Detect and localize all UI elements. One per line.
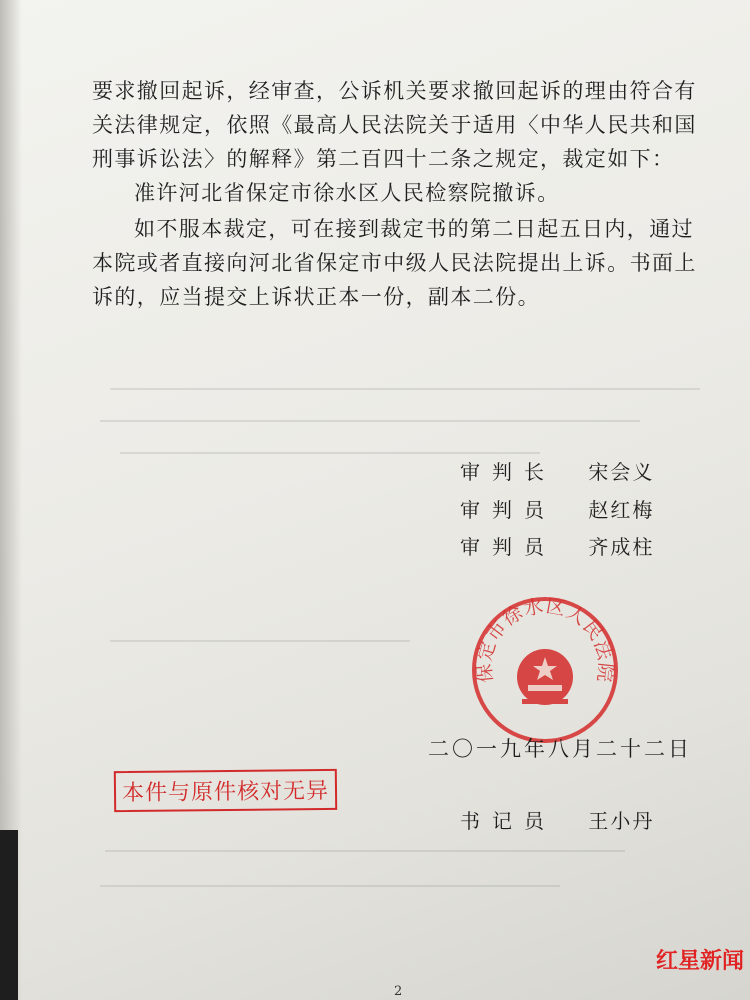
bleed-through-line: [100, 420, 640, 422]
signature-row-clerk: [460, 805, 654, 834]
ruling-paragraph-decision: 准许河北省保定市徐水区人民检察院撤诉。: [134, 181, 560, 205]
signature-role: 审判员: [460, 498, 556, 522]
signature-row-presiding-judge: [460, 456, 654, 485]
bleed-through-line: [100, 885, 560, 887]
ruling-paragraph-basis: 要求撤回起诉，经审查，公诉机关要求撤回起诉的理由符合有关法律规定，依照《最高人民法院关于适用〈中华人民共和国刑事诉讼法〉的解释》第二百四十二条之规定，裁定如下：: [92, 79, 697, 171]
court-seal: [470, 595, 620, 745]
signature-name: 赵红梅: [588, 498, 655, 522]
signature-role: 审判长: [460, 460, 556, 484]
signature-role: 审判员: [460, 535, 556, 559]
national-emblem-icon: [517, 649, 573, 705]
ruling-paragraph-appeal: 如不服本裁定，可在接到裁定书的第二日起五日内，通过本院或者直接向河北省保定市中级人民法院提出上诉。书面上诉的，应当提交上诉状正本一份，副本二份。: [92, 217, 697, 309]
bleed-through-line: [105, 850, 625, 852]
signature-name: 王小丹: [588, 809, 655, 833]
bleed-through-line: [110, 640, 410, 642]
watermark-logo: 红星新闻: [656, 948, 745, 974]
page-edge-dark: [0, 830, 18, 1000]
signature-name: 宋会义: [588, 460, 655, 484]
signature-row-judge: [460, 531, 654, 560]
source-watermark: [642, 944, 745, 990]
page-number: 2: [394, 984, 403, 999]
bleed-through-line: [110, 388, 700, 390]
seal-text: 保定市徐水区人民法院: [473, 595, 617, 684]
ruling-date: 二〇一九年八月二十二日: [428, 737, 692, 761]
verification-stamp: 本件与原件核对无异: [114, 769, 337, 812]
signature-role: 书记员: [460, 809, 556, 833]
signature-name: 齐成柱: [588, 535, 655, 559]
signature-row-judge: [460, 494, 654, 523]
bleed-through-line: [120, 452, 540, 454]
